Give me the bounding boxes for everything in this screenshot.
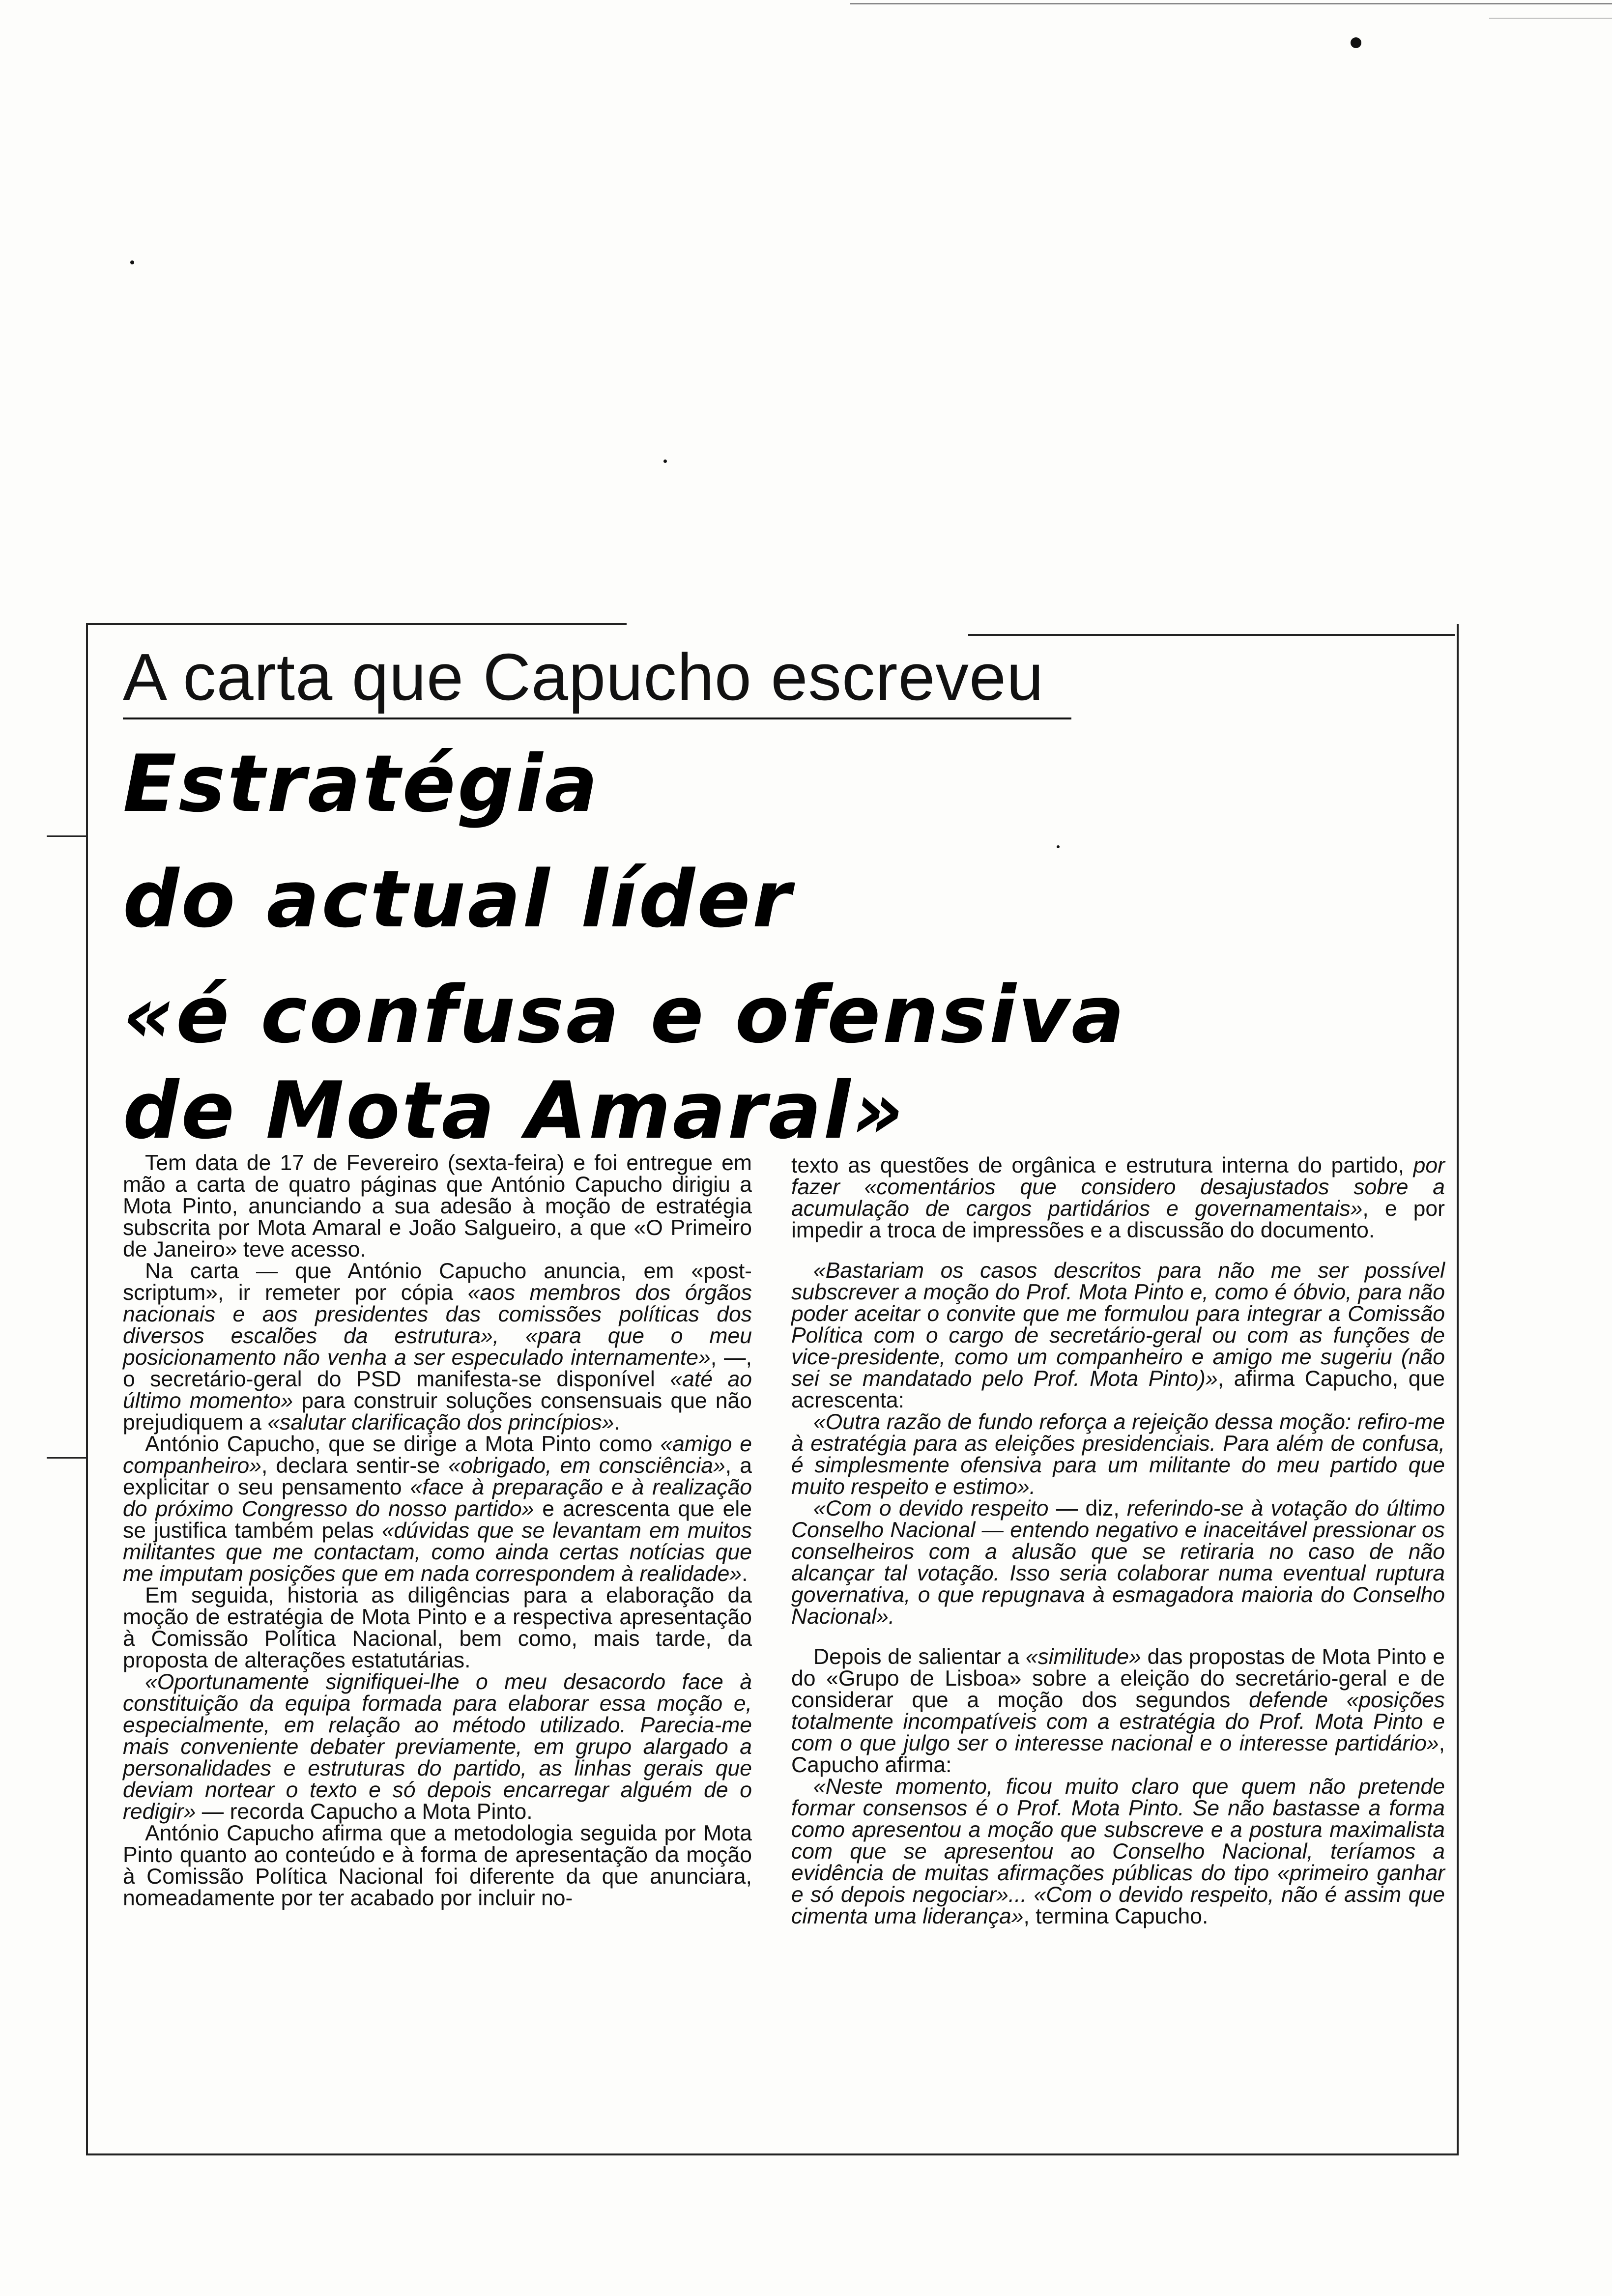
paragraph: António Capucho afirma que a metodologia seguida por Mota Pinto quanto ao conteúdo e à forma de apresentação da moção à Comissão Política Nacional foi diferente da que anunciara, nomeadamente por ter acabado por incluir no- <box>123 1821 752 1910</box>
paragraph: «Neste momento, ficou muito claro que quem não pretende formar consensos é o Prof. Mota Pinto. Se não bastasse a forma como apresentou a moção que subscreve e a postura maximalista com que se apresentou ao Conselho Nacional, teríamos a evidência de muitas afirmações públicas do tipo «primeiro ganhar e só depois negociar»... «Com o devido respeito, não é assim que cimenta uma liderança», termina Capucho. <box>791 1775 1445 1928</box>
clipping-edge-mark <box>47 1457 86 1459</box>
paragraph: texto as questões de orgânica e estrutura interna do partido, por fazer «comentários que considero desajustados sobre a acumulação de cargos partidários e governamentais», e por impedir a troca de impressões e a discussão do documento. <box>791 1153 1445 1242</box>
headline-line-4: de Mota Amaral» <box>123 1064 906 1156</box>
kicker-underline <box>123 718 1071 719</box>
paragraph: «Oportunamente signifiquei-lhe o meu desacordo face à constituição da equipa formada para elaborar essa moção e, especialmente, em relação ao método utilizado. Parecia-me mais conveniente debater previamente, em grupo alargado a personalidades e estruturas do partido, as linhas gerais que deviam nortear o texto e só depois encarregar alguém de o redigir» — recorda Capucho a Mota Pinto. <box>123 1670 752 1824</box>
paragraph: «Bastariam os casos descritos para não me ser possível subscrever a moção do Prof. Mota Pinto e, como é óbvio, para não poder aceitar o convite que me formulou para integrar a Comissão Política com o cargo de secretário-geral ou com as funções de vice-presidente, como um companheiro e amigo me sugeriu (não sei se mandatado pelo Prof. Mota Pinto)», afirma Capucho, que acrescenta: <box>791 1259 1445 1412</box>
page-top-rule-secondary <box>1489 18 1612 19</box>
paragraph: Na carta — que António Capucho anuncia, em «post-scriptum», ir remeter por cópia «aos membros dos órgãos nacionais e aos presidentes das comissões políticas dos diversos escalões da estrutura», «para que o meu posicionamento não venha a ser especulado internamente», —, o secretário-geral do PSD manifesta-se disponível «até ao último momento» para construir soluções consensuais que não prejudiquem a «salutar clarificação dos princípios». <box>123 1259 752 1435</box>
paragraph: Tem data de 17 de Fevereiro (sexta-feira) e foi entregue em mão a carta de quatro páginas que António Capucho dirigiu a Mota Pinto, anunciando a sua adesão à moção de estratégia subscrita por Mota Amaral e João Salgueiro, a que «O Primeiro de Janeiro» teve acesso. <box>123 1151 752 1262</box>
page-top-rule <box>850 3 1612 4</box>
headline-line-1: Estratégia <box>123 738 600 830</box>
article-column-right <box>791 1155 1445 1927</box>
article-column-left <box>123 1152 752 1909</box>
headline-line-2: do actual líder <box>123 853 793 945</box>
ink-speck <box>663 459 667 463</box>
ink-speck <box>1351 37 1361 48</box>
headline-line-3: «é confusa e ofensiva <box>123 969 1126 1061</box>
clipping-edge-mark <box>47 835 86 837</box>
paragraph: «Outra razão de fundo reforça a rejeição dessa moção: refiro-me à estratégia para as eleições presidenciais. Para além de confusa, é simplesmente ofensiva para um militante do meu partido que muito respeito e estimo». <box>791 1410 1445 1499</box>
paragraph: Em seguida, historia as diligências para a elaboração da moção de estratégia de Mota Pinto e a respectiva apresentação à Comissão Política Nacional, bem como, mais tarde, da proposta de alterações estatutárias. <box>123 1583 752 1672</box>
ink-speck <box>130 260 134 264</box>
paragraph: «Com o devido respeito — diz, referindo-se à votação do último Conselho Nacional — entendo negativo e inaceitável pressionar os conselheiros com a alusão que se retiraria no caso de não alcançar tal votação. Isso seria colaborar numa eventual ruptura governativa, o que repugnava à esmagadora maioria do Conselho Nacional». <box>791 1496 1445 1629</box>
article-kicker: A carta que Capucho escreveu <box>123 640 1044 714</box>
paragraph: Depois de salientar a «similitude» das propostas de Mota Pinto e do «Grupo de Lisboa» sobre a eleição do secretário-geral e de considerar que a moção dos segundos defende «posições totalmente incompatíveis com a estratégia do Prof. Mota Pinto e com o que julgo ser o interesse nacional e o interesse partidário», Capucho afirma: <box>791 1645 1445 1777</box>
paragraph: António Capucho, que se dirige a Mota Pinto como «amigo e companheiro», declara sentir-se «obrigado, em consciência», a explicitar o seu pensamento «face à preparação e à realização do próximo Congresso do nosso partido» e acrescenta que ele se justifica também pelas «dúvidas que se levantam em muitos militantes que me contactam, como ainda certas notícias que me imputam posições que em nada correspondem à realidade». <box>123 1432 752 1586</box>
